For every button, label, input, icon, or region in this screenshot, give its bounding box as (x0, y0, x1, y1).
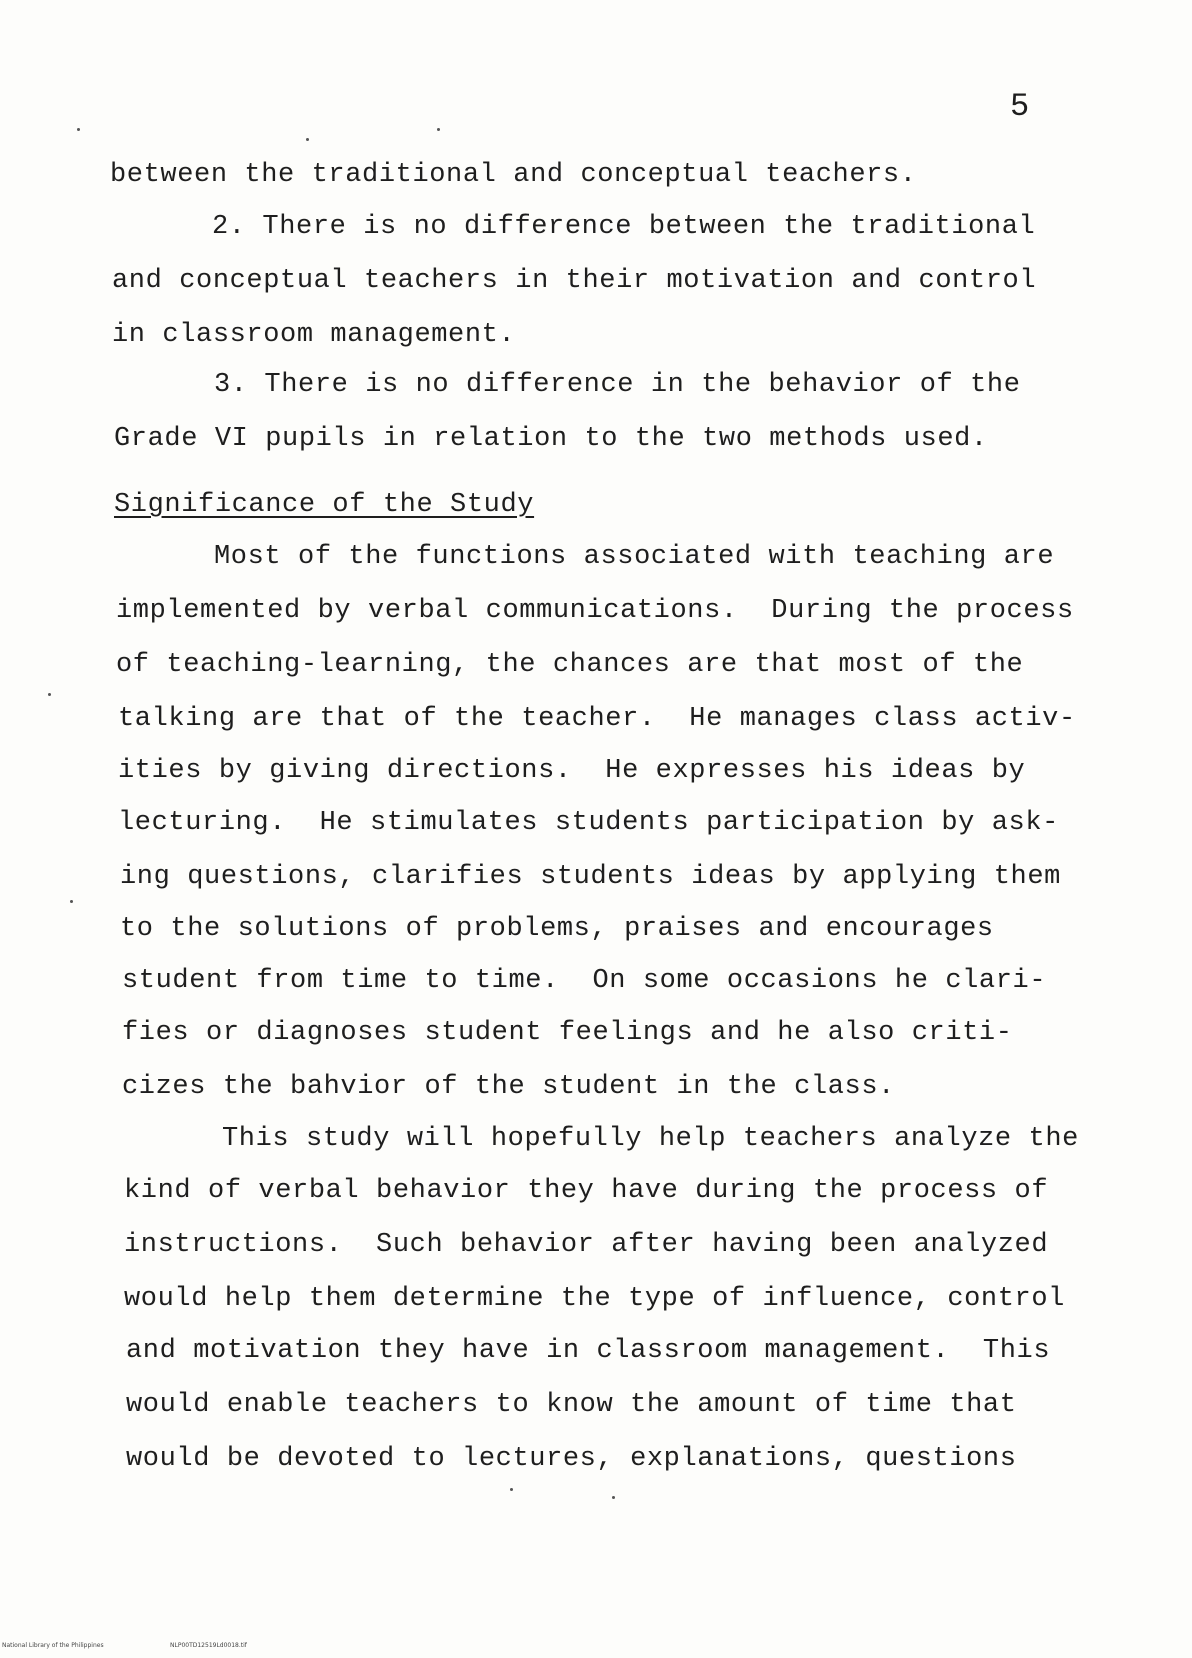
scan-speck (612, 1496, 615, 1499)
scan-speck (437, 128, 440, 131)
text-line: would enable teachers to know the amount of time that (126, 1390, 1017, 1420)
section-heading: Significance of the Study (114, 490, 535, 520)
text-line: cizes the bahvior of the student in the class. (122, 1072, 895, 1102)
text-line: lecturing. He stimulates students participation by ask- (118, 808, 1059, 838)
text-line: This study will hopefully help teachers analyze the (222, 1124, 1079, 1154)
text-line: 2. There is no difference between the traditional (212, 212, 1036, 242)
text-line: between the traditional and conceptual teachers. (110, 160, 917, 190)
text-line: implemented by verbal communications. During the process (116, 596, 1074, 626)
scan-speck (306, 138, 309, 141)
text-line: and motivation they have in classroom management. This (126, 1336, 1051, 1366)
text-line: would be devoted to lectures, explanations, questions (126, 1444, 1017, 1474)
text-line: Most of the functions associated with teaching are (214, 542, 1055, 572)
text-line: would help them determine the type of influence, control (124, 1284, 1065, 1314)
text-line: in classroom management. (112, 320, 516, 350)
page-number: 5 (1010, 88, 1030, 125)
text-line: ing questions, clarifies students ideas by applying them (120, 862, 1061, 892)
scan-speck (48, 693, 51, 696)
text-line: Grade VI pupils in relation to the two methods used. (114, 424, 988, 454)
text-line: fies or diagnoses student feelings and he also criti- (122, 1018, 1013, 1048)
text-line: talking are that of the teacher. He manages class activ- (118, 704, 1076, 734)
text-line: student from time to time. On some occasions he clari- (122, 966, 1047, 996)
text-line: instructions. Such behavior after having been analyzed (124, 1230, 1049, 1260)
scan-speck (77, 128, 80, 131)
footer-file: NLP00TD12519Ld0018.tif (170, 1642, 247, 1649)
text-line: to the solutions of problems, praises and encourages (120, 914, 994, 944)
scan-speck (510, 1488, 513, 1491)
footer-library: National Library of the Philippines (2, 1642, 104, 1649)
text-line: of teaching-learning, the chances are that most of the (116, 650, 1024, 680)
text-line: 3. There is no difference in the behavior of the (214, 370, 1021, 400)
text-line: kind of verbal behavior they have during the process of (124, 1176, 1049, 1206)
text-line: ities by giving directions. He expresses his ideas by (118, 756, 1026, 786)
text-line: and conceptual teachers in their motivation and control (112, 266, 1037, 296)
scan-speck (70, 900, 73, 903)
